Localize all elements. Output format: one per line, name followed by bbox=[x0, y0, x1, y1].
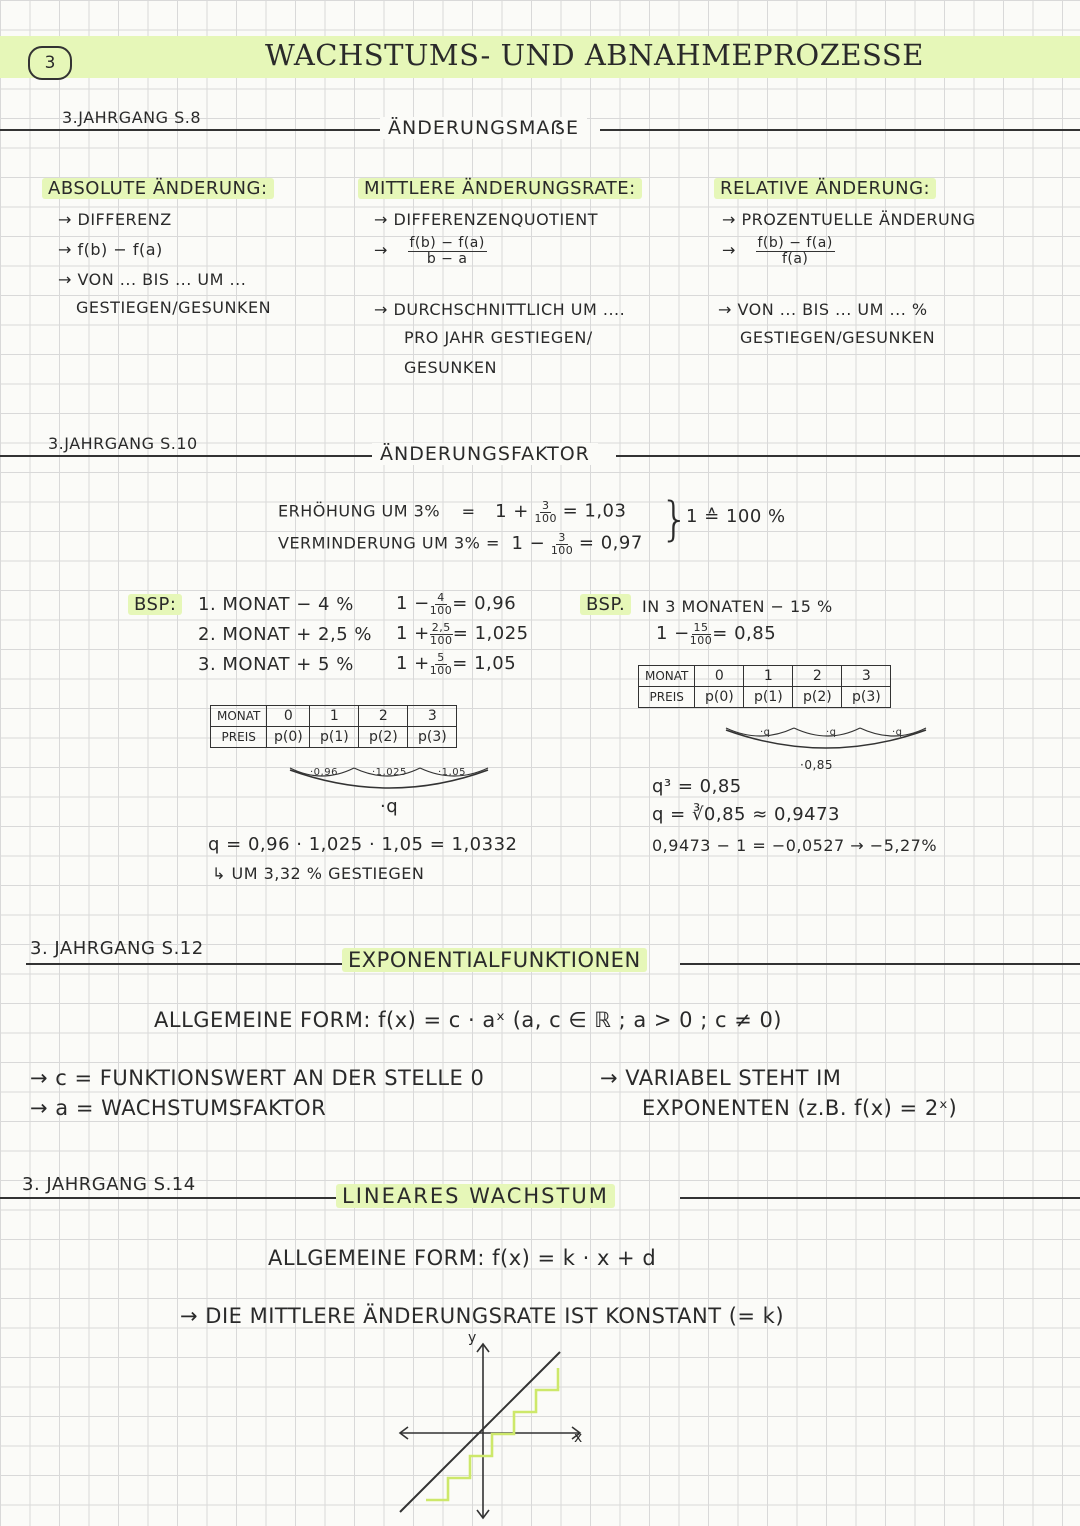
s12-rule-left bbox=[26, 963, 342, 965]
ex2-table-col: 3 bbox=[842, 666, 891, 687]
ex2-desc: IN 3 MONATEN − 15 % bbox=[642, 597, 833, 616]
brace-note: 1 ≙ 100 % bbox=[686, 506, 786, 527]
ex2-factor-3: ·q bbox=[892, 727, 903, 738]
ex2-factor-1: ·q bbox=[760, 727, 771, 738]
absolute-head: ABSOLUTE ÄNDERUNG: bbox=[42, 178, 274, 199]
absolute-line-3: → VON ... BIS ... UM ... bbox=[58, 270, 247, 289]
ex2-factor-2: ·q bbox=[826, 727, 837, 738]
ex1-row-2-calc: 1 + $\frac{2,5}{100}$ = 1,025 bbox=[396, 621, 529, 647]
s8-label: 3.JAHRGANG S.8 bbox=[62, 108, 202, 127]
ex1-tag: BSP: bbox=[128, 594, 182, 615]
s12-label: 3. JAHRGANG S.12 bbox=[30, 938, 204, 959]
ex1-calc: q = 0,96 · 1,025 · 1,05 = 1,0332 bbox=[208, 834, 518, 855]
ex1-table-cell: p(0) bbox=[267, 727, 310, 748]
ex1-table-col: 2 bbox=[359, 706, 408, 727]
ex1-overall: ·q bbox=[380, 796, 399, 817]
ex2-table-col: 0 bbox=[695, 666, 744, 687]
s8-rule-right bbox=[600, 129, 1080, 131]
mittlere-line-1: → DIFFERENZENQUOTIENT bbox=[374, 210, 599, 229]
ex2-tag: BSP. bbox=[580, 594, 631, 615]
page-title: WACHSTUMS- UND ABNAHMEPROZESSE bbox=[265, 38, 924, 72]
ex1-table bbox=[210, 705, 457, 748]
ex1-row-2: 2. MONAT + 2,5 % bbox=[198, 624, 372, 645]
ex1-row-1: 1. MONAT − 4 % bbox=[198, 594, 354, 615]
increase-row: ERHÖHUNG UM 3% = 1 + $\frac{3}{100}$ = 1,03 bbox=[278, 499, 627, 525]
mittlere-line-3: PRO JAHR GESTIEGEN/ bbox=[404, 328, 593, 347]
relative-line-3: GESTIEGEN/GESUNKEN bbox=[740, 328, 936, 347]
ex2-table bbox=[638, 665, 891, 708]
decrease-row: VERMINDERUNG UM 3% = 1 − $\frac{3}{100}$ = 0,97 bbox=[278, 531, 643, 557]
ex2-table-cell: p(3) bbox=[842, 687, 891, 708]
ex2-line-1: q³ = 0,85 bbox=[652, 776, 742, 797]
axis-x-label: x bbox=[574, 1430, 583, 1446]
s8-title: ÄNDERUNGSMAẞE bbox=[380, 117, 587, 139]
ex2-table-col: 2 bbox=[793, 666, 842, 687]
mittlere-formula: → $\frac{f(b) - f(a)}{b - a}$ bbox=[374, 235, 485, 267]
ex2-table-col: 1 bbox=[744, 666, 793, 687]
absolute-line-2: → f(b) − f(a) bbox=[58, 240, 163, 259]
ex1-table-col: 1 bbox=[310, 706, 359, 727]
relative-line-1: → PROZENTUELLE ÄNDERUNG bbox=[722, 210, 976, 229]
ex1-factor-2: ·1,025 bbox=[372, 767, 407, 778]
relative-formula: → $\frac{f(b) - f(a)}{f(a)}$ bbox=[722, 235, 833, 267]
ex2-table-cell: p(2) bbox=[793, 687, 842, 708]
s14-note: → DIE MITTLERE ÄNDERUNGSRATE IST KONSTANT (= k) bbox=[180, 1304, 785, 1328]
s14-general: ALLGEMEINE FORM: f(x) = k · x + d bbox=[268, 1246, 657, 1270]
s14-title: LINEARES WACHSTUM bbox=[336, 1184, 615, 1208]
ex1-table-cell: p(3) bbox=[408, 727, 457, 748]
relative-line-2: → VON ... BIS ... UM ... % bbox=[718, 300, 928, 319]
linear-graph bbox=[390, 1334, 600, 1524]
s10-rule-left bbox=[0, 455, 372, 457]
ex1-table-col: 3 bbox=[408, 706, 457, 727]
ex1-row-3-calc: 1 + $\frac{5}{100}$ = 1,05 bbox=[396, 651, 517, 677]
s10-label: 3.JAHRGANG S.10 bbox=[48, 434, 198, 453]
s12-right-1: → VARIABEL STEHT IM bbox=[600, 1066, 842, 1090]
ex1-table-head: MONAT bbox=[211, 706, 267, 727]
ex2-table-row-head: PREIS bbox=[639, 687, 695, 708]
axis-y-label: y bbox=[468, 1330, 477, 1346]
mittlere-head: MITTLERE ÄNDERUNGSRATE: bbox=[358, 178, 642, 199]
s10-rule-right bbox=[616, 455, 1080, 457]
ex1-factor-1: ·0,96 bbox=[310, 767, 338, 778]
ex1-row-1-calc: 1 − $\frac{4}{100}$ = 0,96 bbox=[396, 591, 517, 617]
ex2-table-cell: p(0) bbox=[695, 687, 744, 708]
ex2-calc: 1 − $\frac{15}{100}$ = 0,85 bbox=[656, 621, 777, 647]
ex2-overall: ·0,85 bbox=[800, 758, 834, 772]
s10-title: ÄNDERUNGSFAKTOR bbox=[372, 443, 598, 465]
brace: } bbox=[660, 492, 690, 546]
absolute-line-4: GESTIEGEN/GESUNKEN bbox=[76, 298, 272, 317]
s12-title: EXPONENTIALFUNKTIONEN bbox=[342, 948, 647, 972]
s12-left-1: → c = FUNKTIONSWERT AN DER STELLE 0 bbox=[30, 1066, 485, 1090]
ex2-line-3: 0,9473 − 1 = −0,0527 → −5,27% bbox=[652, 836, 938, 855]
corner-mark: 3 bbox=[28, 46, 72, 80]
s12-right-2: EXPONENTEN (z.B. f(x) = 2ˣ) bbox=[642, 1096, 958, 1120]
s14-rule-right bbox=[680, 1197, 1080, 1199]
ex1-result: ↳ UM 3,32 % GESTIEGEN bbox=[212, 864, 425, 883]
s12-left-2: → a = WACHSTUMSFAKTOR bbox=[30, 1096, 327, 1120]
ex1-table-cell: p(1) bbox=[310, 727, 359, 748]
ex2-line-2: q = ∛0,85 ≈ 0,9473 bbox=[652, 804, 841, 825]
ex1-row-3: 3. MONAT + 5 % bbox=[198, 654, 354, 675]
relative-head: RELATIVE ÄNDERUNG: bbox=[714, 178, 936, 199]
s14-rule-left bbox=[0, 1197, 336, 1199]
ex1-factor-3: ·1,05 bbox=[438, 767, 466, 778]
s8-rule-left bbox=[0, 129, 380, 131]
ex1-table-row-head: PREIS bbox=[211, 727, 267, 748]
mittlere-line-2: → DURCHSCHNITTLICH UM .... bbox=[374, 300, 626, 319]
ex1-table-cell: p(2) bbox=[359, 727, 408, 748]
mittlere-line-4: GESUNKEN bbox=[404, 358, 497, 377]
s14-label: 3. JAHRGANG S.14 bbox=[22, 1174, 196, 1195]
s12-rule-right bbox=[680, 963, 1080, 965]
ex2-table-head: MONAT bbox=[639, 666, 695, 687]
ex1-table-col: 0 bbox=[267, 706, 310, 727]
ex2-table-cell: p(1) bbox=[744, 687, 793, 708]
s12-general: ALLGEMEINE FORM: f(x) = c · aˣ (a, c ∈ ℝ ; a > 0 ; c ≠ 0) bbox=[154, 1008, 783, 1032]
absolute-line-1: → DIFFERENZ bbox=[58, 210, 172, 229]
